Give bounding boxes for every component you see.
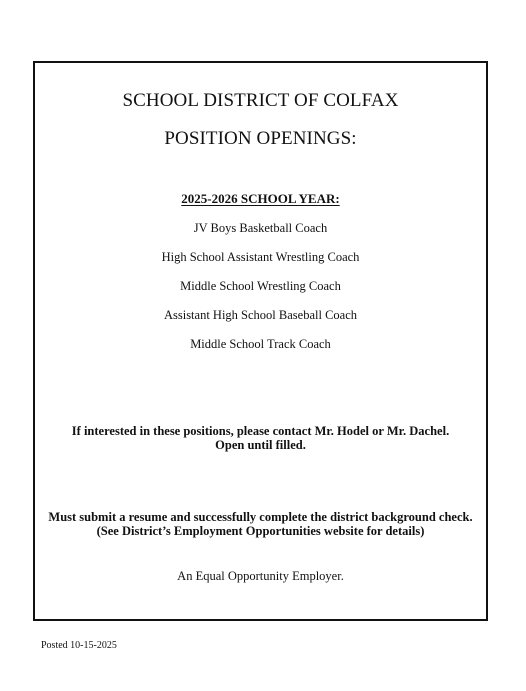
- requirement-details: (See District’s Employment Opportunities website for details): [96, 524, 425, 538]
- position-item: JV Boys Basketball Coach: [193, 221, 328, 235]
- equal-opportunity-note: An Equal Opportunity Employer.: [177, 569, 344, 583]
- position-item: Middle School Track Coach: [190, 337, 331, 351]
- position-item: High School Assistant Wrestling Coach: [161, 250, 360, 264]
- position-item: Assistant High School Baseball Coach: [163, 308, 358, 322]
- open-until-filled: Open until filled.: [215, 438, 306, 452]
- requirement-text: Must submit a resume and successfully complete the district background check.: [48, 510, 473, 524]
- posted-date: Posted 10-15-2025: [41, 640, 117, 651]
- contact-instructions: If interested in these positions, please contact Mr. Hodel or Mr. Dachel.: [71, 424, 450, 438]
- district-title: SCHOOL DISTRICT OF COLFAX: [122, 90, 399, 111]
- posting-frame: [33, 61, 488, 621]
- school-year-heading: 2025-2026 SCHOOL YEAR:: [181, 191, 340, 206]
- position-item: Middle School Wrestling Coach: [180, 279, 341, 293]
- openings-title: POSITION OPENINGS:: [164, 128, 357, 149]
